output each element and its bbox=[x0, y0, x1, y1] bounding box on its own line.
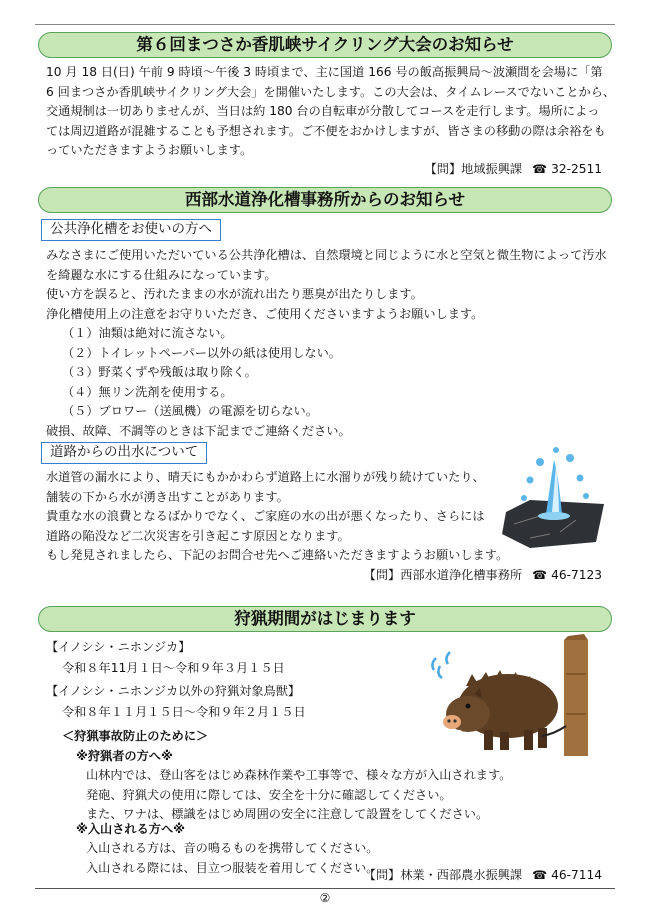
contact-water-office bbox=[364, 566, 602, 586]
period1-dates: 令和８年11月１日～令和９年３月１５日 bbox=[62, 661, 285, 675]
section-title-hunting: 狩猟期間がはじまります bbox=[38, 606, 612, 632]
body-line: また、ワナは、標識をはじめ周囲の安全に注意して設置をしてください。 bbox=[86, 807, 489, 821]
list-item: （１）油類は絶対に流さない。 bbox=[62, 326, 233, 340]
boar-illustration bbox=[428, 634, 598, 758]
list-item: （５）ブロワー（送風機）の電源を切らない。 bbox=[62, 404, 318, 418]
contact-label: 【問】地域振興課 bbox=[424, 162, 523, 176]
body-line: 10 月 18 日(日) 午前 9 時頃～午後 3 時頃まで、主に国道 166 号の飯高振興局～波瀬間を会場に「第 bbox=[46, 65, 603, 79]
body-line: 貴重な水の浪費となるばかりでなく、ご家庭の水の出が悪くなったり、さらには bbox=[46, 509, 485, 523]
phone-number: 32-2511 bbox=[551, 162, 602, 176]
contact-label: 【問】西部水道浄化槽事務所 bbox=[363, 568, 523, 582]
phone-icon: ☎ bbox=[532, 162, 548, 176]
prevention-heading: ＜狩猟事故防止のために＞ bbox=[62, 729, 209, 743]
page-number: ② bbox=[319, 891, 331, 905]
hunters-body bbox=[86, 766, 586, 825]
subhead-septic: 公共浄化槽をお使いの方へ bbox=[41, 219, 221, 241]
period1-label: 【イノシシ・ニホンジカ】 bbox=[46, 640, 191, 654]
body-line: 破損、故障、不調等のときは下記までご連絡ください。 bbox=[46, 423, 351, 438]
phone-number: 46-7114 bbox=[551, 868, 602, 882]
body-line: もし発見されましたら、下記のお問合せ先へご連絡いただきますようお願いします。 bbox=[46, 548, 509, 562]
body-line: 入山される方は、音の鳴るものを携帯してください。 bbox=[86, 841, 379, 855]
body-line: っていただきますようお願いします。 bbox=[46, 143, 253, 157]
body-line: 山林内では、登山客をはじめ森林作業や工事等で、様々な方が入山されます。 bbox=[86, 768, 512, 782]
contact-forestry bbox=[364, 866, 602, 886]
body-line: 発砲、狩猟犬の使用に際しては、安全を十分に確認してください。 bbox=[86, 787, 452, 802]
phone-number: 46-7123 bbox=[551, 568, 602, 582]
list-item: （３）野菜くずや残飯は取り除く。 bbox=[62, 365, 257, 379]
water-leak-illustration bbox=[500, 442, 612, 548]
section-title-cycling: 第６回まつさか香肌峡サイクリング大会のお知らせ bbox=[38, 32, 612, 58]
body-line: 浄化槽使用上の注意をお守りいただき、ご使用くださいますようお願いします。 bbox=[46, 306, 484, 321]
section-title-water: 西部水道浄化槽事務所からのお知らせ bbox=[38, 187, 612, 213]
top-rule bbox=[35, 24, 615, 25]
list-item: （２）トイレットペーパー以外の紙は使用しない。 bbox=[62, 345, 341, 360]
body-line: 舗装の下から水が湧き出すことがあります。 bbox=[46, 489, 289, 504]
body-line: 入山される際には、目立つ服装を着用してください。 bbox=[86, 860, 379, 875]
body-line: 6 回まつさか香肌峡サイクリング大会」を開催いたします。この大会は、タイムレースでないことから、 bbox=[46, 84, 616, 99]
subhead-road-leak: 道路からの出水について bbox=[41, 442, 207, 464]
body-line: ては周辺道路が混雑することも予想されます。ご不便をおかけしますが、皆さまの移動の際は余裕をも bbox=[46, 123, 606, 138]
period2-dates: 令和８年１１月１５日～令和９年２月１５日 bbox=[62, 705, 306, 719]
body-line: 水道管の漏水により、晴天にもかかわらず道路上に水溜りが残り続けていたり、 bbox=[46, 470, 485, 484]
contact-regional bbox=[425, 160, 602, 180]
body-line: 道路の陥没など二次災害を引き起こす原因となります。 bbox=[46, 528, 350, 543]
list-item: （４）無リン洗剤を使用する。 bbox=[62, 384, 233, 399]
body-line: を綺麗な水にする仕組みになっています。 bbox=[46, 267, 277, 282]
body-line: みなさまにご使用いただいている公共浄化槽は、自然環境と同じように水と空気と微生物によって汚水 bbox=[46, 248, 607, 262]
contact-label: 【問】林業・西部農水振興課 bbox=[363, 868, 523, 882]
phone-icon: ☎ bbox=[532, 568, 548, 582]
hunters-heading: ※狩猟者の方へ※ bbox=[76, 749, 173, 763]
cycling-body bbox=[46, 63, 616, 161]
septic-body bbox=[46, 246, 606, 441]
body-line: 交通規制は一切ありませんが、当日は約 180 台の自転車が分散してコースを走行します。場所によっ bbox=[46, 104, 600, 118]
period2-label: 【イノシシ・ニホンジカ以外の狩猟対象鳥獣】 bbox=[46, 684, 301, 698]
leak-body bbox=[46, 468, 509, 566]
visitors-heading: ※入山される方へ※ bbox=[76, 822, 186, 836]
phone-icon: ☎ bbox=[532, 868, 548, 882]
body-line: 使い方を誤ると、汚れたままの水が流れ出たり悪臭が出たりします。 bbox=[46, 287, 423, 301]
